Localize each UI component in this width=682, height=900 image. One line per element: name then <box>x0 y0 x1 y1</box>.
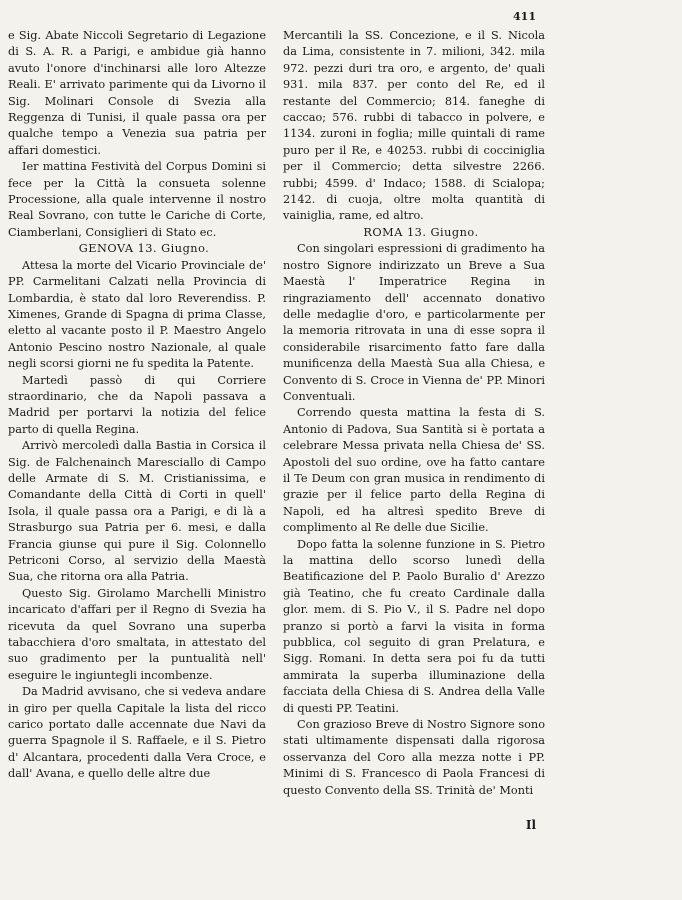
article-paragraph: e Sig. Abate Niccoli Segretario di Legazione di S. A. R. a Parigi, e ambidue già hanno avuto l'onore d'inchinarsi alle loro Altezze Reali. E' arrivato parimente qui da Livorno il Sig. Molinari Console di Svezia alla Reggenza di Tunisi, il quale passa ora per qualche tempo a Venezia sua patria per affari domestici. <box>8 29 266 157</box>
catchword: Il <box>525 818 536 832</box>
article-paragraph: Mercantili la SS. Concezione, e il S. Nicola da Lima, consistente in 7. milioni, 342. mila 972. pezzi duri tra oro, e argento, de' quali 931. mila 837. per conto del Re, ed il restante del Commercio; 814. faneghe di caccao; 576. rubbi di tabacco in polvere, e 1134. zuroni in foglia; mille quintali di rame puro per il Re, e 40253. rubbi di cocciniglia per il Commercio; detta silvestre 2266. rubbi; 4599. d' Indaco; 1588. di Scialopa; 2142. di cuoja, oltre molta quantità di vainiglia, rame, ed altro. <box>283 29 545 223</box>
dateline-heading-roma: ROMA 13. Giugno. <box>363 225 479 239</box>
left-column <box>8 28 266 783</box>
article-paragraph: Attesa la morte del Vicario Provinciale de' PP. Carmelitani Calzati nella Provincia di Lombardia, è stato dal loro Reverendiss. P. Ximenes, Grande di Spagna di prima Classe, eletto al vacante posto il P. Maestro Angelo Antonio Pescino nostro Nazionale, al quale negli scorsi giorni ne fu spedita la Patente. <box>8 258 266 371</box>
article-paragraph: Questo Sig. Girolamo Marchelli Ministro incaricato d'affari per il Regno di Svezia ha ricevuta da quel Sovrano una superba tabacchiera d'oro smaltata, in attestato del suo gradimento per la puntualità nell' eseguire le ingiuntegli incombenze. <box>8 586 266 682</box>
article-paragraph: Martedì passò di qui Corriere straordinario, che da Napoli passava a Madrid per portarvi la notizia del felice parto di quella Regina. <box>8 373 266 436</box>
article-paragraph: Arrivò mercoledì dalla Bastia in Corsica il Sig. de Falchenainch Maresciallo di Campo delle Armate di S. M. Cristianissima, e Comandante della Città di Corti in quell' Isola, il quale passa ora a Parigi, e di là a Strasburgo sua Patria per 6. mesi, e dalla Francia giunse qui pure il Sig. Colonnello Petriconi Corso, al servizio della Maestà Sua, che ritorna ora alla Patria. <box>8 439 266 584</box>
page-number: 411 <box>513 10 536 23</box>
dateline-heading-genova: GENOVA 13. Giugno. <box>78 242 210 256</box>
article-paragraph: Dopo fatta la solenne funzione in S. Pietro la mattina dello scorso lunedì della Beatificazione del P. Paolo Buralio d' Arezzo già Teatino, che fu creato Cardinale dalla glor. mem. di S. Pio V., il S. Padre nel dopo pranzo si portò a farvi la visita in forma pubblica, col seguito di gran Prelatura, e Sigg. Romani. In detta sera poi fu da tutti ammirata la superba illuminazione della facciata della Chiesa di S. Andrea della Valle di questi PP. Teatini. <box>283 537 545 715</box>
article-paragraph: Da Madrid avvisano, che si vedeva andare in giro per quella Capitale la lista del ricco carico portato dalle accennate due Navi da guerra Spagnole il S. Raffaele, e il S. Pietro d' Alcantara, procedenti dalla Vera Croce, e dall' Avana, e quello delle altre due <box>8 685 266 781</box>
article-paragraph: Correndo questa mattina la festa di S. Antonio di Padova, Sua Santità si è portata a celebrare Messa privata nella Chiesa de' SS. Apostoli del suo ordine, ove ha fatto cantare il Te Deum con gran musica in rendimento di grazie per il felice parto della Regina di Napoli, ed ha altresì spedito Breve di complimento al Re delle due Sicilie. <box>283 406 545 535</box>
right-column <box>283 28 545 799</box>
article-paragraph: Con grazioso Breve di Nostro Signore sono stati ultimamente dispensati dalla rigorosa osservanza del Coro alla mezza notte i PP. Minimi di S. Francesco di Paola Francesi di questo Convento della SS. Trinità de' Monti <box>283 718 545 797</box>
article-paragraph: Ier mattina Festività del Corpus Domini si fece per la Città la consueta solenne Processione, alla quale intervenne il nostro Real Sovrano, con tutte le Cariche di Corte, Ciamberlani, Consiglieri di Stato ec. <box>8 160 266 239</box>
article-paragraph: Con singolari espressioni di gradimento ha nostro Signore indirizzato un Breve a Sua Maestà l' Imperatrice Regina in ringraziamento dell' accennato donativo delle medaglie d'oro, e particolarmente per la memoria ritrovata in una di esse sopra il considerabile risarcimento fatto fare dalla munificenza della Maestà Sua alla Chiesa, e Convento di S. Croce in Vienna de' PP. Minori Conventuali. <box>283 242 545 403</box>
